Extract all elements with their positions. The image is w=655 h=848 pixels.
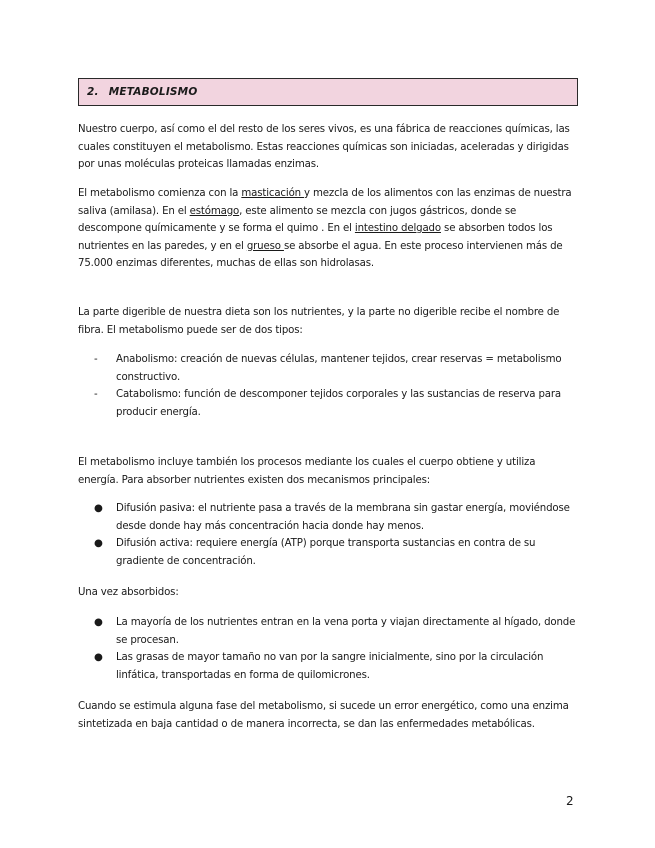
list-item: ● La mayoría de los nutrientes entran en la vena porta y viajan directamente al hígado, donde se procesan. — [94, 617, 576, 646]
after-absorption-list — [78, 614, 578, 684]
paragraph-absorbed: Una vez absorbidos: — [78, 587, 179, 598]
absorption-mechanisms-list — [78, 500, 578, 570]
term-masticacion: masticación — [241, 188, 305, 199]
list-item: - Catabolismo: función de descomponer tejidos corporales y las sustancias de reserva para producir energía. — [94, 389, 561, 418]
paragraph-energy: El metabolismo incluye también los procesos mediante los cuales el cuerpo obtiene y utiliza energía. Para absorber nutrientes existen dos mecanismos principales: — [78, 457, 536, 486]
section-heading — [78, 78, 578, 106]
term-grueso: grueso — [246, 240, 284, 252]
list-item: - Anabolismo: creación de nuevas células, mantener tejidos, crear reservas = metabolismo constructivo. — [94, 354, 562, 383]
section-title: METABOLISMO — [108, 86, 198, 98]
term-intestino-delgado: intestino delgado — [354, 223, 441, 235]
paragraph-intro: Nuestro cuerpo, así como el del resto de los seres vivos, es una fábrica de reacciones químicas, las cuales constituyen el metabolismo. Estas reacciones químicas son iniciadas, aceleradas y dirigidas por unas moléculas proteicas llamadas enzimas. — [78, 124, 570, 171]
page-number: 2 — [566, 794, 574, 808]
term-estomago: estómago — [189, 205, 240, 217]
paragraph-digestion: El metabolismo comienza con la masticación y mezcla de los alimentos con las enzimas de nuestra saliva (amilasa). En el estómago, este alimento se mezcla con jugos gástricos, donde se descompone químicamente y se forma el quimo . En el intestino delgado se absorben todos los nutrientes en las paredes, y en el grueso se absorbe el agua. En este proceso intervienen más de 75.000 enzimas diferentes, muchas de ellas son hidrolasas. — [78, 188, 572, 270]
list-item: ● Difusión activa: requiere energía (ATP) porque transporta sustancias en contra de su gradiente de concentración. — [94, 538, 536, 567]
list-item: ● Difusión pasiva: el nutriente pasa a través de la membrana sin gastar energía, moviéndose desde donde hay más concentración hacia donde hay menos. — [94, 503, 570, 532]
metabolism-types-list — [78, 351, 578, 421]
section-number: 2. — [87, 86, 99, 98]
paragraph-metabolic-diseases: Cuando se estimula alguna fase del metabolismo, si sucede un error energético, como una enzima sintetizada en baja cantidad o de manera incorrecta, se dan las enfermedades metabólicas. — [78, 701, 569, 730]
paragraph-nutrients: La parte digerible de nuestra dieta son los nutrientes, y la parte no digerible recibe el nombre de fibra. El metabolismo puede ser de dos tipos: — [78, 307, 560, 336]
list-item: ● Las grasas de mayor tamaño no van por la sangre inicialmente, sino por la circulación linfática, transportadas en forma de quilomicrones. — [94, 652, 544, 681]
